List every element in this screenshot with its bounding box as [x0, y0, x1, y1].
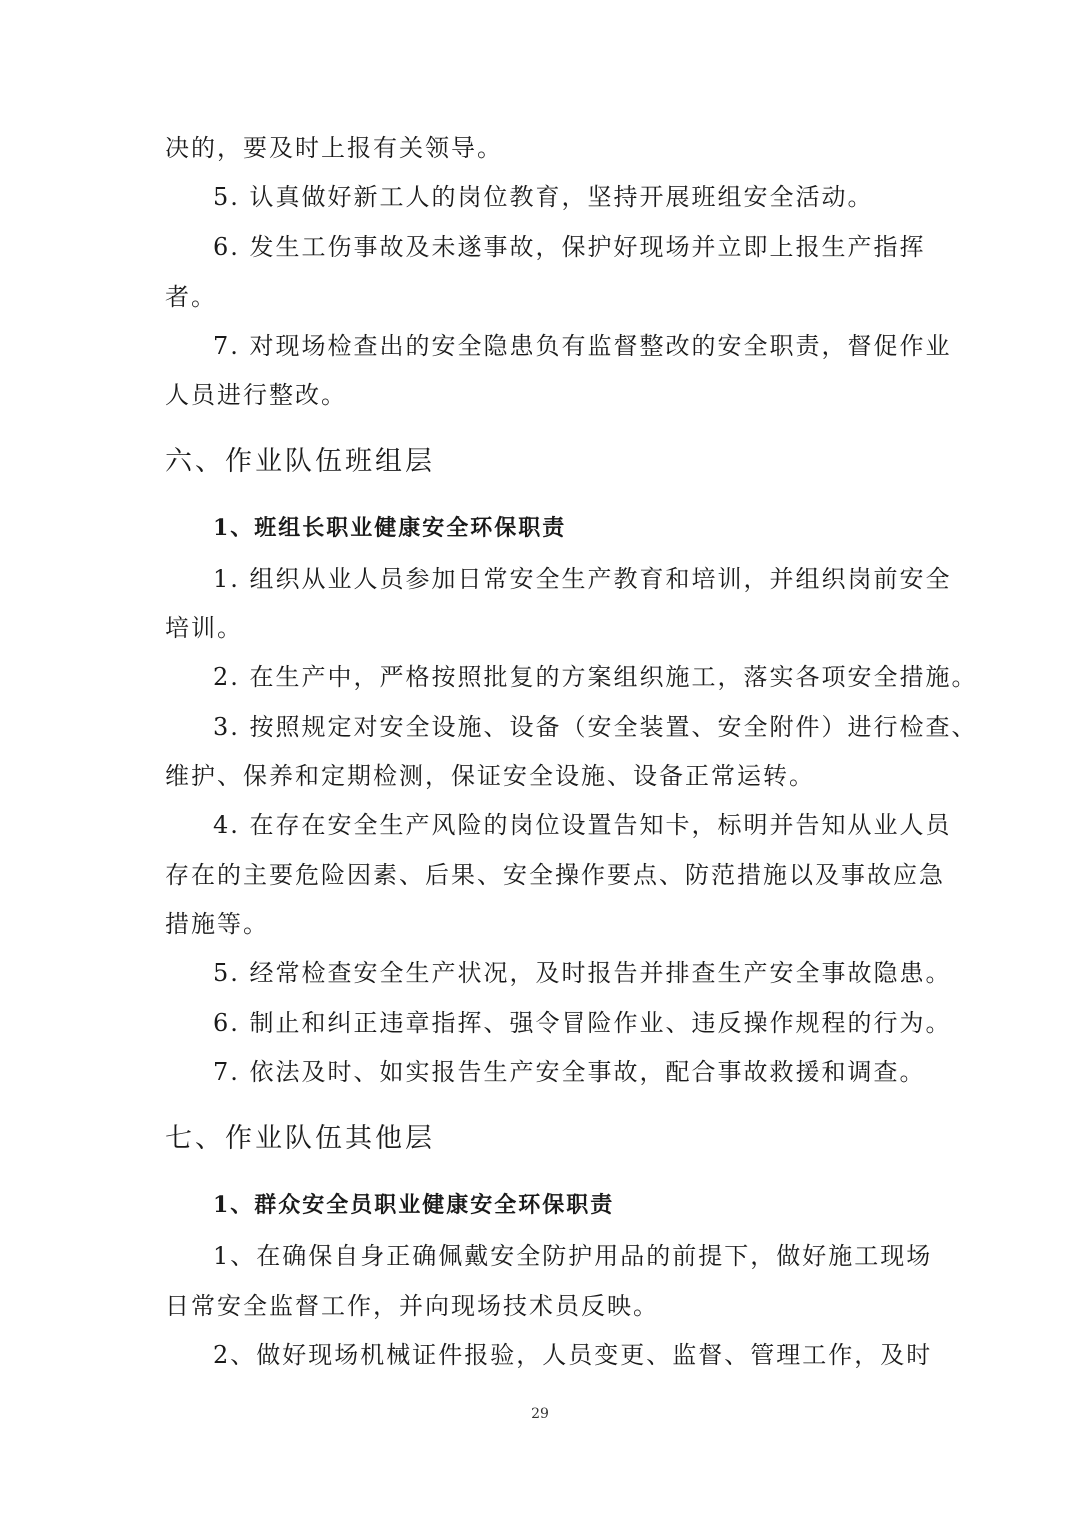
text-line: 者。	[165, 283, 217, 311]
section-subheading: 1、班组长职业健康安全环保职责	[213, 515, 567, 541]
text-line: 人员进行整改。	[165, 381, 347, 409]
text-line: 培训。	[165, 614, 243, 642]
text-line: 6. 制止和纠正违章指挥、强令冒险作业、违反操作规程的行为。	[213, 1009, 952, 1037]
text-line: 维护、保养和定期检测，保证安全设施、设备正常运转。	[165, 762, 815, 790]
text-line: 1. 组织从业人员参加日常安全生产教育和培训，并组织岗前安全	[213, 565, 952, 593]
text-line: 7. 对现场检查出的安全隐患负有监督整改的安全职责，督促作业	[213, 332, 952, 360]
text-line: 2、做好现场机械证件报验，人员变更、监督、管理工作，及时	[213, 1341, 933, 1369]
text-line: 1、在确保自身正确佩戴安全防护用品的前提下，做好施工现场	[213, 1242, 933, 1270]
text-line: 3. 按照规定对安全设施、设备（安全装置、安全附件）进行检查、	[213, 713, 978, 741]
text-line: 措施等。	[165, 910, 269, 938]
text-line: 7. 依法及时、如实报告生产安全事故，配合事故救援和调查。	[213, 1058, 926, 1086]
text-line: 6. 发生工伤事故及未遂事故，保护好现场并立即上报生产指挥	[213, 233, 926, 261]
text-line: 决的，要及时上报有关领导。	[165, 134, 503, 162]
text-line: 2. 在生产中，严格按照批复的方案组织施工，落实各项安全措施。	[213, 663, 978, 691]
text-line: 4. 在存在安全生产风险的岗位设置告知卡，标明并告知从业人员	[213, 811, 952, 839]
text-line: 5. 经常检查安全生产状况，及时报告并排查生产安全事故隐患。	[213, 959, 952, 987]
text-line: 5. 认真做好新工人的岗位教育，坚持开展班组安全活动。	[213, 183, 874, 211]
text-line: 存在的主要危险因素、后果、安全操作要点、防范措施以及事故应急	[165, 861, 945, 889]
section-heading: 七、作业队伍其他层	[165, 1123, 435, 1154]
page-number: 29	[531, 1406, 549, 1422]
section-heading: 六、作业队伍班组层	[165, 446, 435, 477]
section-subheading: 1、群众安全员职业健康安全环保职责	[213, 1192, 615, 1218]
text-line: 日常安全监督工作，并向现场技术员反映。	[165, 1292, 659, 1320]
